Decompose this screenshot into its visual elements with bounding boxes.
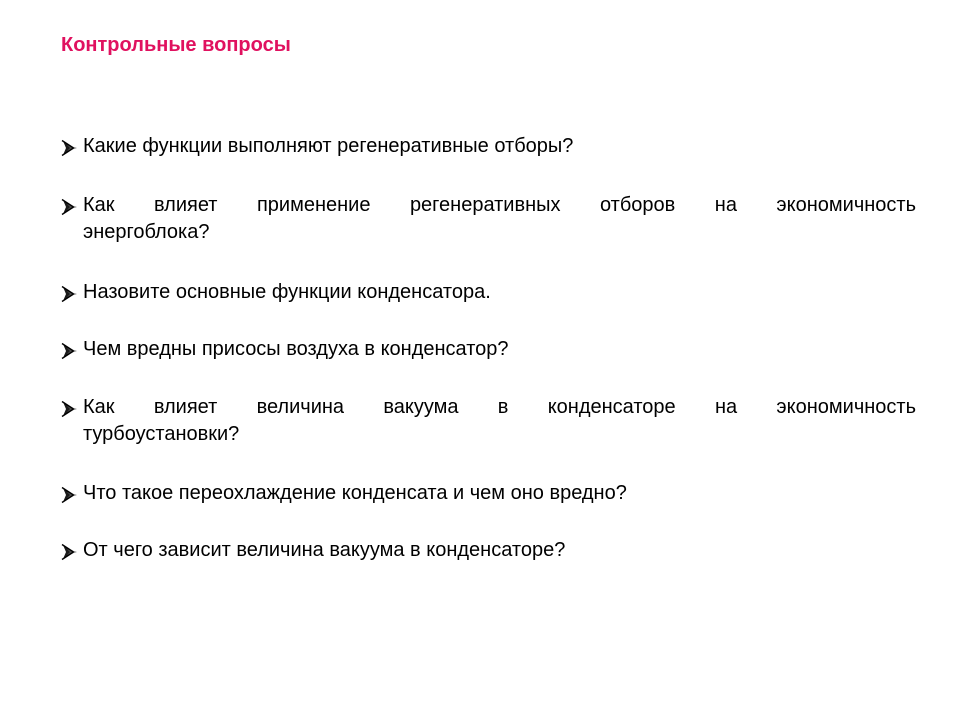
arrow-check-bullet-icon — [61, 542, 81, 560]
list-item — [61, 394, 916, 448]
question-line: Какие функции выполняют регенеративные отборы? — [83, 135, 574, 157]
list-item — [61, 133, 916, 160]
list-item — [61, 192, 916, 246]
question-line: турбоустановки? — [83, 423, 240, 445]
question-line: Как влияет применение регенеративных отборов на экономичность — [83, 194, 916, 216]
question-line: Как влияет величина вакуума в конденсаторе на экономичность — [83, 396, 916, 418]
question-line: Что такое переохлаждение конденсата и чем оно вредно? — [83, 482, 627, 504]
arrow-check-bullet-icon — [61, 138, 81, 156]
question-line: Назовите основные функции конденсатора. — [83, 281, 491, 303]
list-item — [61, 480, 916, 507]
list-item — [61, 537, 916, 564]
question-line: От чего зависит величина вакуума в конденсаторе? — [83, 539, 566, 561]
arrow-check-bullet-icon — [61, 284, 81, 302]
list-item — [61, 279, 916, 306]
question-line: энергоблока? — [83, 221, 210, 243]
arrow-check-bullet-icon — [61, 197, 81, 215]
slide-title: Контрольные вопросы — [61, 34, 291, 56]
list-item — [61, 336, 916, 363]
arrow-check-bullet-icon — [61, 485, 81, 503]
question-line: Чем вредны присосы воздуха в конденсатор? — [83, 338, 509, 360]
arrow-check-bullet-icon — [61, 399, 81, 417]
arrow-check-bullet-icon — [61, 341, 81, 359]
